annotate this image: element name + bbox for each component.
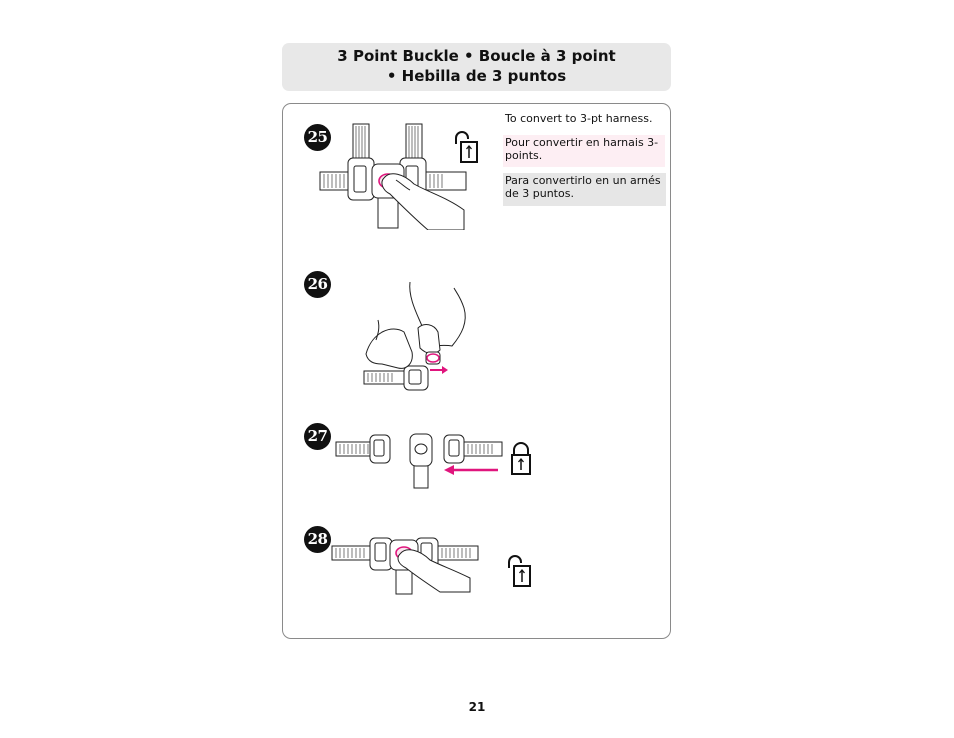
title-banner	[282, 43, 671, 91]
step-27-illustration	[334, 430, 504, 492]
unlocked-padlock-icon	[453, 130, 479, 164]
step-badge-27: 27	[304, 423, 331, 450]
unlocked-padlock-icon	[506, 554, 532, 588]
page-number: 21	[468, 700, 486, 714]
instruction-spanish: Para convertirlo en un arnés de 3 puntos.	[503, 173, 666, 206]
step-26-illustration	[362, 272, 472, 394]
step-28-illustration	[330, 532, 480, 596]
step-badge-25: 25	[304, 124, 331, 151]
title-line-1: 3 Point Buckle • Boucle à 3 point	[337, 47, 616, 65]
step-badge-28: 28	[304, 526, 331, 553]
step-25-illustration	[318, 120, 468, 230]
instruction-french: Pour convertir en harnais 3-points.	[503, 135, 665, 167]
instruction-english: To convert to 3-pt harness.	[505, 112, 653, 125]
step-badge-26: 26	[304, 271, 331, 298]
locked-padlock-icon	[509, 442, 533, 476]
title-line-2: • Hebilla de 3 puntos	[386, 67, 567, 85]
